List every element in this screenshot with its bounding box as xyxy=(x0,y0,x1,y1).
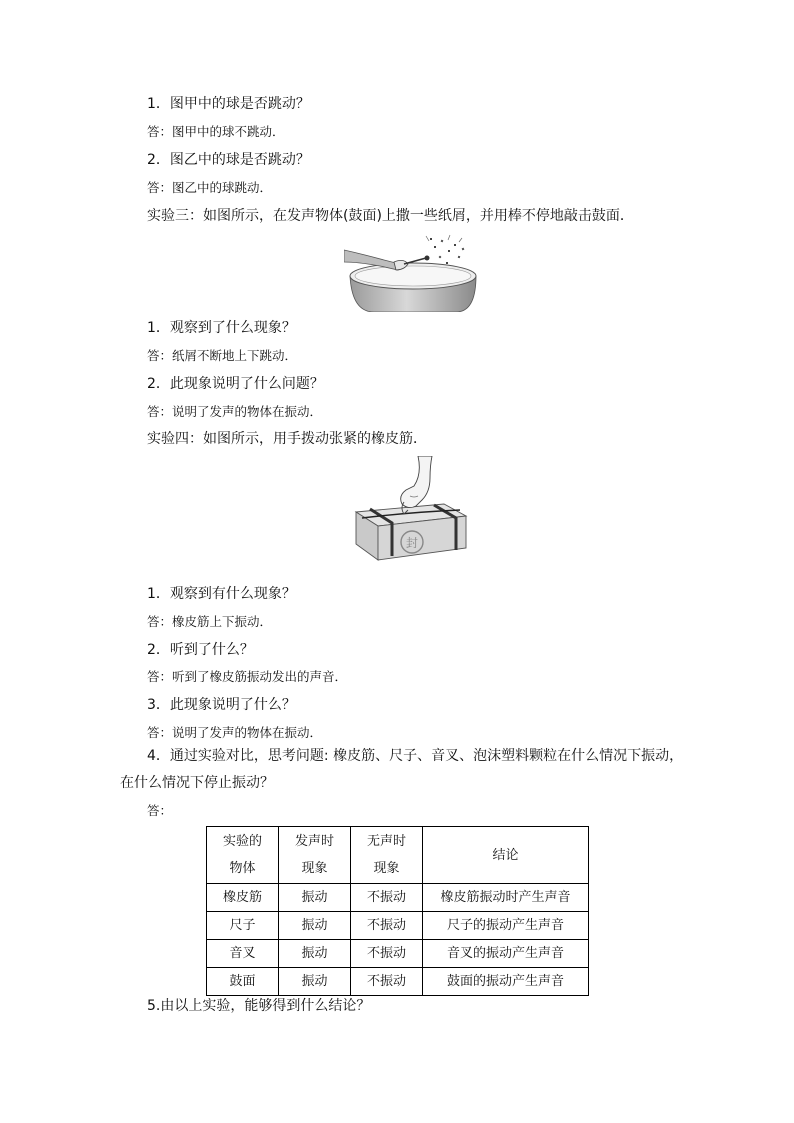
header-cell-object: 实验的 物体 xyxy=(207,827,279,884)
table-cell: 不振动 xyxy=(351,912,423,940)
question-4-4-line2: 在什么情况下停止振动？ xyxy=(120,775,274,791)
question-1-ball-a: 1．图甲中的球是否跳动？ xyxy=(147,96,310,112)
table-cell: 不振动 xyxy=(351,940,423,968)
question-5: 5.由以上实验，能够得到什么结论？ xyxy=(147,998,371,1014)
question-4-3: 3．此现象说明了什么？ xyxy=(147,697,296,713)
table-cell: 橡皮筋振动时产生声音 xyxy=(423,884,589,912)
rubber-band-box-figure xyxy=(352,456,470,568)
answer-3-1: 答：纸屑不断地上下跳动． xyxy=(147,348,298,363)
header-cell-conclusion: 结论 xyxy=(423,827,589,884)
drum-figure xyxy=(344,232,478,312)
table-cell: 不振动 xyxy=(351,968,423,996)
table-cell: 鼓面 xyxy=(207,968,279,996)
question-4-1: 1．观察到有什么现象？ xyxy=(147,586,296,602)
table-cell: 尺子 xyxy=(207,912,279,940)
table-cell: 尺子的振动产生声音 xyxy=(423,912,589,940)
table-cell: 橡皮筋 xyxy=(207,884,279,912)
table-row xyxy=(207,940,589,968)
experiment-3-title: 实验三：如图所示，在发声物体(鼓面)上撒一些纸屑，并用棒不停地敲击鼓面． xyxy=(147,208,634,224)
answer-3-2: 答：说明了发声的物体在振动． xyxy=(147,404,323,419)
table-cell: 音叉 xyxy=(207,940,279,968)
table-cell: 振动 xyxy=(279,968,351,996)
experiment-4-title: 实验四：如图所示，用手拨动张紧的橡皮筋． xyxy=(147,431,427,447)
question-2-ball-b: 2．图乙中的球是否跳动？ xyxy=(147,152,310,168)
table-cell: 不振动 xyxy=(351,884,423,912)
answer-4-2: 答：听到了橡皮筋振动发出的声音． xyxy=(147,669,348,684)
answer-2-ball-b: 答：图乙中的球跳动． xyxy=(147,180,273,195)
question-3-2: 2．此现象说明了什么问题？ xyxy=(147,376,324,392)
answer-4-1: 答：橡皮筋上下振动． xyxy=(147,614,273,629)
table-cell: 振动 xyxy=(279,884,351,912)
table-cell: 振动 xyxy=(279,940,351,968)
box-seal-text: 封 xyxy=(405,536,419,550)
table-cell: 振动 xyxy=(279,912,351,940)
answer-4-3: 答：说明了发声的物体在振动． xyxy=(147,725,323,740)
table-row xyxy=(207,968,589,996)
table-cell: 鼓面的振动产生声音 xyxy=(423,968,589,996)
results-table xyxy=(206,826,589,996)
header-cell-silent: 无声时 现象 xyxy=(351,827,423,884)
question-4-4-line1: 4．通过实验对比，思考问题: 橡皮筋、尺子、音叉、泡沫塑料颗粒在什么情况下振动， xyxy=(147,748,684,764)
question-4-2: 2．听到了什么？ xyxy=(147,642,254,658)
answer-1-ball-a: 答：图甲中的球不跳动． xyxy=(147,124,285,139)
table-row xyxy=(207,884,589,912)
answer-4-4-label: 答： xyxy=(147,803,173,818)
table-cell: 音叉的振动产生声音 xyxy=(423,940,589,968)
table-header-row xyxy=(207,827,589,884)
question-3-1: 1．观察到了什么现象？ xyxy=(147,320,296,336)
table-row xyxy=(207,912,589,940)
header-cell-sounding: 发声时 现象 xyxy=(279,827,351,884)
